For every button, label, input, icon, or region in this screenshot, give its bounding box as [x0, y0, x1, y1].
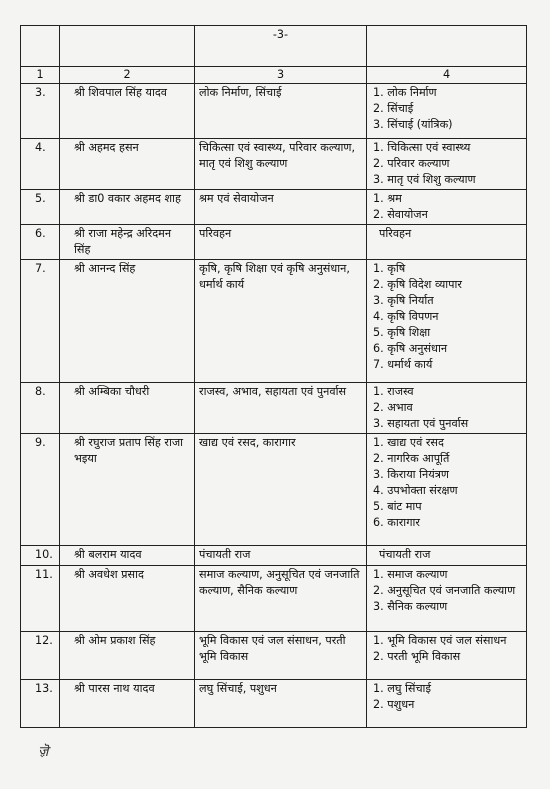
table-row: [21, 434, 527, 546]
table-row: [21, 680, 527, 728]
serial-number: 8.: [21, 383, 60, 434]
allotted-departments: पंचायती राज: [195, 546, 367, 566]
list-item: 2. अभाव: [373, 401, 413, 414]
list-item: 3. कृषि निर्यात: [373, 294, 434, 307]
list-item: 2. नागरिक आपूर्ति: [373, 452, 450, 465]
serial-number: 11.: [21, 566, 60, 632]
department-text: परिवहन: [367, 225, 527, 260]
serial-number: 3.: [21, 84, 60, 139]
minister-name: श्री ओम प्रकाश सिंह: [60, 632, 195, 680]
allotted-departments: श्रम एवं सेवायोजन: [195, 190, 367, 225]
column-header: 2: [60, 67, 195, 84]
column-header-row: [21, 67, 527, 84]
list-item: 4. कृषि विपणन: [373, 310, 439, 323]
department-list: [367, 139, 527, 190]
department-items: [371, 633, 522, 665]
list-item: 1. लोक निर्माण: [373, 86, 437, 99]
department-items: [371, 384, 522, 432]
page-number: -3-: [195, 26, 367, 67]
department-list: [367, 383, 527, 434]
list-item: 3. सहायता एवं पुनर्वास: [373, 417, 469, 430]
column-header: 4: [367, 67, 527, 84]
minister-name: श्री अहमद हसन: [60, 139, 195, 190]
allotted-departments: खाद्य एवं रसद, कारागार: [195, 434, 367, 546]
allotted-departments: लोक निर्माण, सिंचाई: [195, 84, 367, 139]
list-item: 7. धर्मार्थ कार्य: [373, 358, 433, 371]
list-item: 3. मातृ एवं शिशु कल्याण: [373, 173, 476, 186]
serial-number: 4.: [21, 139, 60, 190]
table-row: [21, 546, 527, 566]
table-row: [21, 260, 527, 383]
serial-number: 7.: [21, 260, 60, 383]
department-list: [367, 680, 527, 728]
list-item: 3. किराया नियंत्रण: [373, 468, 449, 481]
department-items: [371, 681, 522, 713]
list-item: 2. कृषि विदेश व्यापार: [373, 278, 463, 291]
department-list: [367, 190, 527, 225]
list-item: 3. सिंचाई (यांत्रिक): [373, 118, 453, 131]
page-number-row: [21, 26, 527, 67]
list-item: 2. अनुसूचित एवं जनजाति कल्याण: [373, 584, 516, 597]
serial-number: 10.: [21, 546, 60, 566]
serial-number: 6.: [21, 225, 60, 260]
table-row: [21, 190, 527, 225]
list-item: 1. लघु सिंचाई: [373, 682, 431, 695]
minister-name: श्री रघुराज प्रताप सिंह राजा भइया: [60, 434, 195, 546]
table-row: [21, 225, 527, 260]
department-list: [367, 260, 527, 383]
list-item: 1. भूमि विकास एवं जल संसाधन: [373, 634, 507, 647]
list-item: 5. कृषि शिक्षा: [373, 326, 431, 339]
minister-name: श्री राजा महेन्द्र अरिदमन सिंह: [60, 225, 195, 260]
table-row: [21, 566, 527, 632]
department-items: [371, 85, 522, 133]
allotted-departments: परिवहन: [195, 225, 367, 260]
minister-name: श्री पारस नाथ यादव: [60, 680, 195, 728]
list-item: 2. सिंचाई: [373, 102, 414, 115]
list-item: 6. कृषि अनुसंधान: [373, 342, 448, 355]
department-list: [367, 84, 527, 139]
list-item: 6. कारागार: [373, 516, 420, 529]
department-items: [371, 191, 522, 223]
column-header: 3: [195, 67, 367, 84]
list-item: 1. श्रम: [373, 192, 402, 205]
department-list: [367, 632, 527, 680]
minister-name: श्री अवधेश प्रसाद: [60, 566, 195, 632]
department-items: [371, 261, 522, 373]
list-item: 1. चिकित्सा एवं स्वास्थ्य: [373, 141, 471, 154]
serial-number: 13.: [21, 680, 60, 728]
department-items: [371, 435, 522, 531]
list-item: 2. परती भूमि विकास: [373, 650, 461, 663]
table-row: [21, 383, 527, 434]
list-item: 1. खाद्य एवं रसद: [373, 436, 444, 449]
ministers-table: [20, 25, 527, 728]
serial-number: 12.: [21, 632, 60, 680]
allotted-departments: लघु सिंचाई, पशुधन: [195, 680, 367, 728]
list-item: 3. सैनिक कल्याण: [373, 600, 448, 613]
allotted-departments: चिकित्सा एवं स्वास्थ्य, परिवार कल्याण, मातृ एवं शिशु कल्याण: [195, 139, 367, 190]
table-row: [21, 632, 527, 680]
minister-name: श्री अम्बिका चौधरी: [60, 383, 195, 434]
table-row: [21, 139, 527, 190]
list-item: 5. बांट माप: [373, 500, 422, 513]
list-item: 1. राजस्व: [373, 385, 414, 398]
column-header: 1: [21, 67, 60, 84]
list-item: 2. परिवार कल्याण: [373, 157, 450, 170]
list-item: 2. पशुधन: [373, 698, 415, 711]
minister-name: श्री बलराम यादव: [60, 546, 195, 566]
minister-name: श्री आनन्द सिंह: [60, 260, 195, 383]
serial-number: 9.: [21, 434, 60, 546]
allotted-departments: राजस्व, अभाव, सहायता एवं पुनर्वास: [195, 383, 367, 434]
serial-number: 5.: [21, 190, 60, 225]
list-item: 2. सेवायोजन: [373, 208, 428, 221]
list-item: 1. समाज कल्याण: [373, 568, 448, 581]
department-items: [371, 567, 522, 615]
table-row: [21, 84, 527, 139]
department-list: [367, 434, 527, 546]
minister-name: श्री शिवपाल सिंह यादव: [60, 84, 195, 139]
allotted-departments: कृषि, कृषि शिक्षा एवं कृषि अनुसंधान, धर्मार्थ कार्य: [195, 260, 367, 383]
signature: ॹॆ: [38, 744, 49, 760]
list-item: 4. उपभोक्ता संरक्षण: [373, 484, 458, 497]
department-list: [367, 566, 527, 632]
allotted-departments: समाज कल्याण, अनुसूचित एवं जनजाति कल्याण, सैनिक कल्याण: [195, 566, 367, 632]
allotted-departments: भूमि विकास एवं जल संसाधन, परती भूमि विकास: [195, 632, 367, 680]
department-text: पंचायती राज: [367, 546, 527, 566]
minister-name: श्री डा0 वकार अहमद शाह: [60, 190, 195, 225]
list-item: 1. कृषि: [373, 262, 406, 275]
department-items: [371, 140, 522, 188]
